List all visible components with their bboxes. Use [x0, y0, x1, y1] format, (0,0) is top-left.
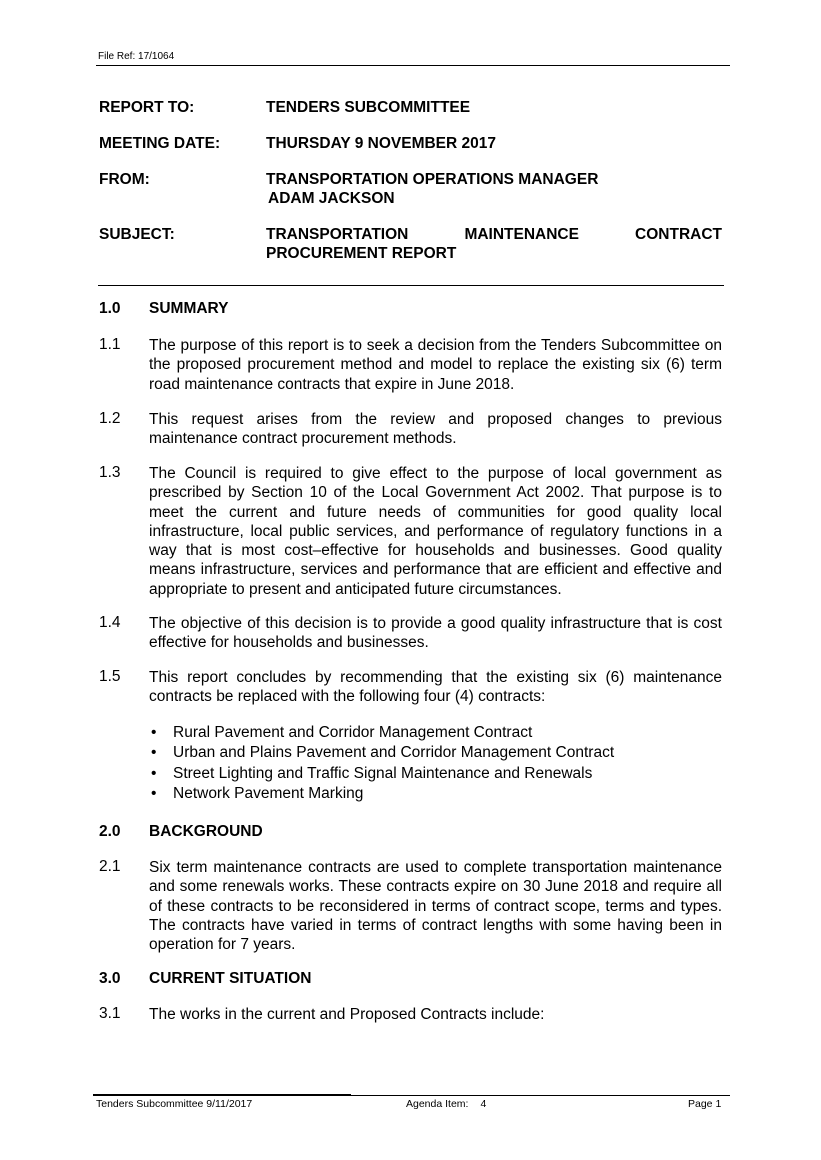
from-name: ADAM JACKSON [268, 190, 395, 207]
report-to-value: TENDERS SUBCOMMITTEE [266, 99, 471, 116]
list-item-text: Street Lighting and Traffic Signal Maintenance and Renewals [173, 764, 593, 782]
paragraph-number: 2.1 [99, 858, 121, 875]
file-reference: File Ref: 17/1064 [98, 51, 175, 62]
agenda-item-number: 4 [480, 1098, 487, 1110]
subject-line-1 [266, 226, 722, 244]
paragraph-1-4: The objective of this decision is to provide a good quality infrastructure that is cost effective for households and businesses. [149, 615, 722, 652]
header-divider [96, 65, 730, 66]
section-number: 1.0 [99, 300, 121, 317]
footer-agenda-item [406, 1098, 486, 1110]
report-to-label: REPORT TO: [99, 99, 195, 116]
section-heading-background: BACKGROUND [149, 823, 263, 840]
paragraph-1-1: The purpose of this report is to seek a decision from the Tenders Subcommittee on the proposed procurement method and model to replace the existing six (6) term road maintenance contracts that expire in June 2018. [149, 337, 722, 393]
agenda-item-label: Agenda Item: [406, 1098, 469, 1110]
paragraph-number: 3.1 [99, 1005, 121, 1022]
footer-divider-accent [93, 1094, 351, 1096]
subject-word: CONTRACT [635, 226, 722, 243]
contract-list [149, 723, 614, 804]
paragraph-number: 1.2 [99, 410, 121, 427]
list-item-text: Network Pavement Marking [173, 784, 364, 802]
list-item-text: Urban and Plains Pavement and Corridor Management Contract [173, 744, 615, 762]
paragraph-number: 1.3 [99, 464, 121, 481]
meta-divider [98, 285, 724, 286]
footer-meeting-info: Tenders Subcommittee 9/11/2017 [96, 1098, 253, 1110]
meeting-date-value: THURSDAY 9 NOVEMBER 2017 [266, 135, 496, 152]
bullet-icon: • [151, 744, 157, 762]
from-title: TRANSPORTATION OPERATIONS MANAGER [266, 171, 599, 188]
page-number: Page 1 [688, 1098, 722, 1110]
subject-word: TRANSPORTATION [266, 226, 409, 243]
list-item [149, 764, 614, 784]
meeting-date-label: MEETING DATE: [99, 135, 221, 152]
bullet-icon: • [151, 764, 157, 782]
list-item-text: Rural Pavement and Corridor Management Contract [173, 724, 533, 741]
paragraph-number: 1.1 [99, 336, 121, 353]
paragraph-number: 1.4 [99, 614, 121, 631]
section-heading-current-situation: CURRENT SITUATION [149, 970, 312, 987]
subject-word: MAINTENANCE [464, 226, 579, 243]
paragraph-3-1: The works in the current and Proposed Contracts include: [149, 1006, 545, 1023]
list-item [149, 743, 614, 763]
section-number: 3.0 [99, 970, 121, 987]
list-item [149, 784, 614, 804]
from-label: FROM: [99, 171, 150, 188]
paragraph-1-5: This report concludes by recommending that the existing six (6) maintenance contracts be replaced with the following four (4) contracts: [149, 669, 722, 706]
paragraph-number: 1.5 [99, 668, 121, 685]
section-heading-summary: SUMMARY [149, 300, 229, 317]
list-item [149, 723, 614, 743]
bullet-icon: • [151, 784, 157, 802]
section-number: 2.0 [99, 823, 121, 840]
paragraph-2-1: Six term maintenance contracts are used to complete transportation maintenance and some renewals works. These contracts expire on 30 June 2018 and require all of these contracts to be reconsidered in terms of contract scope, terms and types. The contracts have varied in terms of contract lengths with some having been in operation for 7 years. [149, 859, 722, 954]
paragraph-1-3: The Council is required to give effect to the purpose of local government as prescribed by Section 10 of the Local Government Act 2002. That purpose is to meet the current and future needs of communities for good quality local infrastructure, local public services, and performance of regulatory functions in a way that is most cost–effective for households and businesses. Good quality means infrastructure, services and performance that are efficient and effective and appropriate to present and anticipated future circumstances. [149, 465, 722, 598]
subject-line-2: PROCUREMENT REPORT [266, 245, 457, 262]
subject-label: SUBJECT: [99, 226, 175, 243]
paragraph-1-2: This request arises from the review and proposed changes to previous maintenance contract procurement methods. [149, 411, 722, 448]
bullet-icon: • [151, 724, 157, 741]
